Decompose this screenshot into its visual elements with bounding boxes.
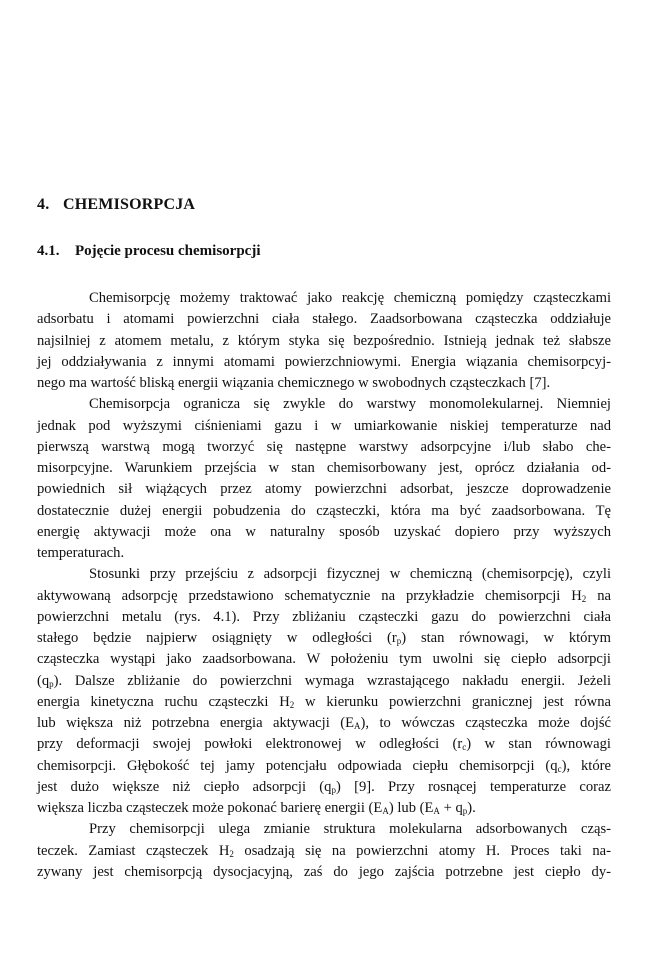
text-line: temperaturach.: [37, 545, 125, 561]
text-line: energię aktywacji może ona w naturalny sposób uzyskać dopiero przy wyższych: [37, 523, 611, 540]
chapter-number: 4.: [37, 196, 50, 213]
text-line: jej oddziaływania z innymi atomami powierzchniowymi. Energia wiązania chemisorpcyj-: [37, 353, 611, 370]
text-line: energia kinetyczna ruchu cząsteczki $H_2$ w kierunku powierzchni granicznej jest równa: [37, 693, 611, 710]
text-line: stałego będzie najpierw osiągnięty w odległości $(r_p)$ stan równowagi, w którym: [37, 630, 611, 646]
text-line: Chemisorpcję możemy traktować jako reakcję chemiczną pomiędzy cząsteczkami: [89, 290, 611, 306]
text-line: większa liczba cząsteczek może pokonać barierę energii $(E_A)$ lub $(E_A + q_p)$.: [37, 800, 476, 816]
text-line: nego ma wartość bliską energii wiązania chemicznego w swobodnych cząsteczkach [7].: [37, 375, 551, 391]
paragraph: [37, 819, 611, 883]
chapter-heading: [37, 196, 195, 214]
text-line: zywany jest chemisorpcją dysocjacyjną, zaś do jego zajścia potrzebne jest ciepło dy-: [37, 863, 611, 880]
text-line: jest dużo większe niż ciepło adsorpcji $(q_p)$ [9]. Przy rosnącej temperaturze coraz: [37, 778, 611, 795]
section-heading: [37, 243, 261, 260]
paragraph: [37, 394, 611, 564]
section-number: 4.1.: [37, 243, 60, 259]
text-line: $(q_p)$. Dalsze zbliżanie do powierzchni wymaga wzrastającego nakładu energii. Jeżeli: [37, 672, 611, 689]
chapter-title: CHEMISORPCJA: [63, 196, 196, 213]
text-line: powierzchni metalu (rys. 4.1). Przy zbliżaniu cząsteczki gazu do powierzchni ciała: [37, 608, 611, 625]
section-title: Pojęcie procesu chemisorpcji: [75, 243, 261, 259]
text-line: lub większa niż potrzebna energia aktywacji $(E_A)$, to wówczas cząsteczka może dojść: [37, 715, 611, 731]
text-line: misorpcyjne. Warunkiem przejścia w stan chemisorbowany jest, oprócz działania od-: [37, 460, 611, 476]
text-line: przy deformacji swojej powłoki elektronowej w odległości $(r_c)$ w stan równowagi: [37, 736, 611, 753]
text-line: cząsteczka wystąpi jako zaadsorbowana. W położeniu tym uwolni się ciepło adsorpcji: [37, 651, 611, 668]
text-line: Chemisorpcja ogranicza się zwykle do warstwy monomolekularnej. Niemniej: [89, 396, 611, 413]
text-line: pierwszą warstwą mogą tworzyć się następne warstwy adsorpcyjne i/lub słabo che-: [37, 438, 611, 455]
text-line: aktywowaną adsorpcję przedstawiono schematycznie na przykładzie chemisorpcji $H_2$ na: [37, 587, 611, 604]
text-line: najsilniej z atomem metalu, z którym styka się bezpośrednio. Istnieją jednak też słabsze: [37, 332, 611, 349]
paragraph: [37, 288, 611, 394]
paragraph: [37, 564, 611, 819]
text-line: powiednich sił wiążących przez atomy powierzchni adsorbat, jeszcze doprowadzenie: [37, 481, 611, 498]
text-line: adsorbatu i atomami powierzchni ciała stałego. Zaadsorbowana cząsteczka oddziałuje: [37, 311, 611, 328]
text-line: chemisorpcji. Głębokość tej jamy potencjału odpowiada ciepłu chemisorpcji $(q_c)$, które: [37, 757, 611, 774]
text-line: teczek. Zamiast cząsteczek $H_2$ osadzają się na powierzchni atomy H. Proces taki na-: [37, 842, 611, 859]
body-text: [37, 288, 611, 883]
text-line: Stosunki przy przejściu z adsorpcji fizycznej w chemiczną (chemisorpcję), czyli: [89, 566, 611, 583]
text-line: dostatecznie dużej energii pobudzenia do cząsteczki, która ma być zaadsorbowana. Tę: [37, 502, 611, 519]
text-line: jednak pod wyższymi ciśnieniami gazu i w umiarkowanie niskiej temperaturze nad: [37, 417, 611, 434]
text-line: Przy chemisorpcji ulega zmianie struktura molekularna adsorbowanych cząs-: [89, 821, 611, 838]
